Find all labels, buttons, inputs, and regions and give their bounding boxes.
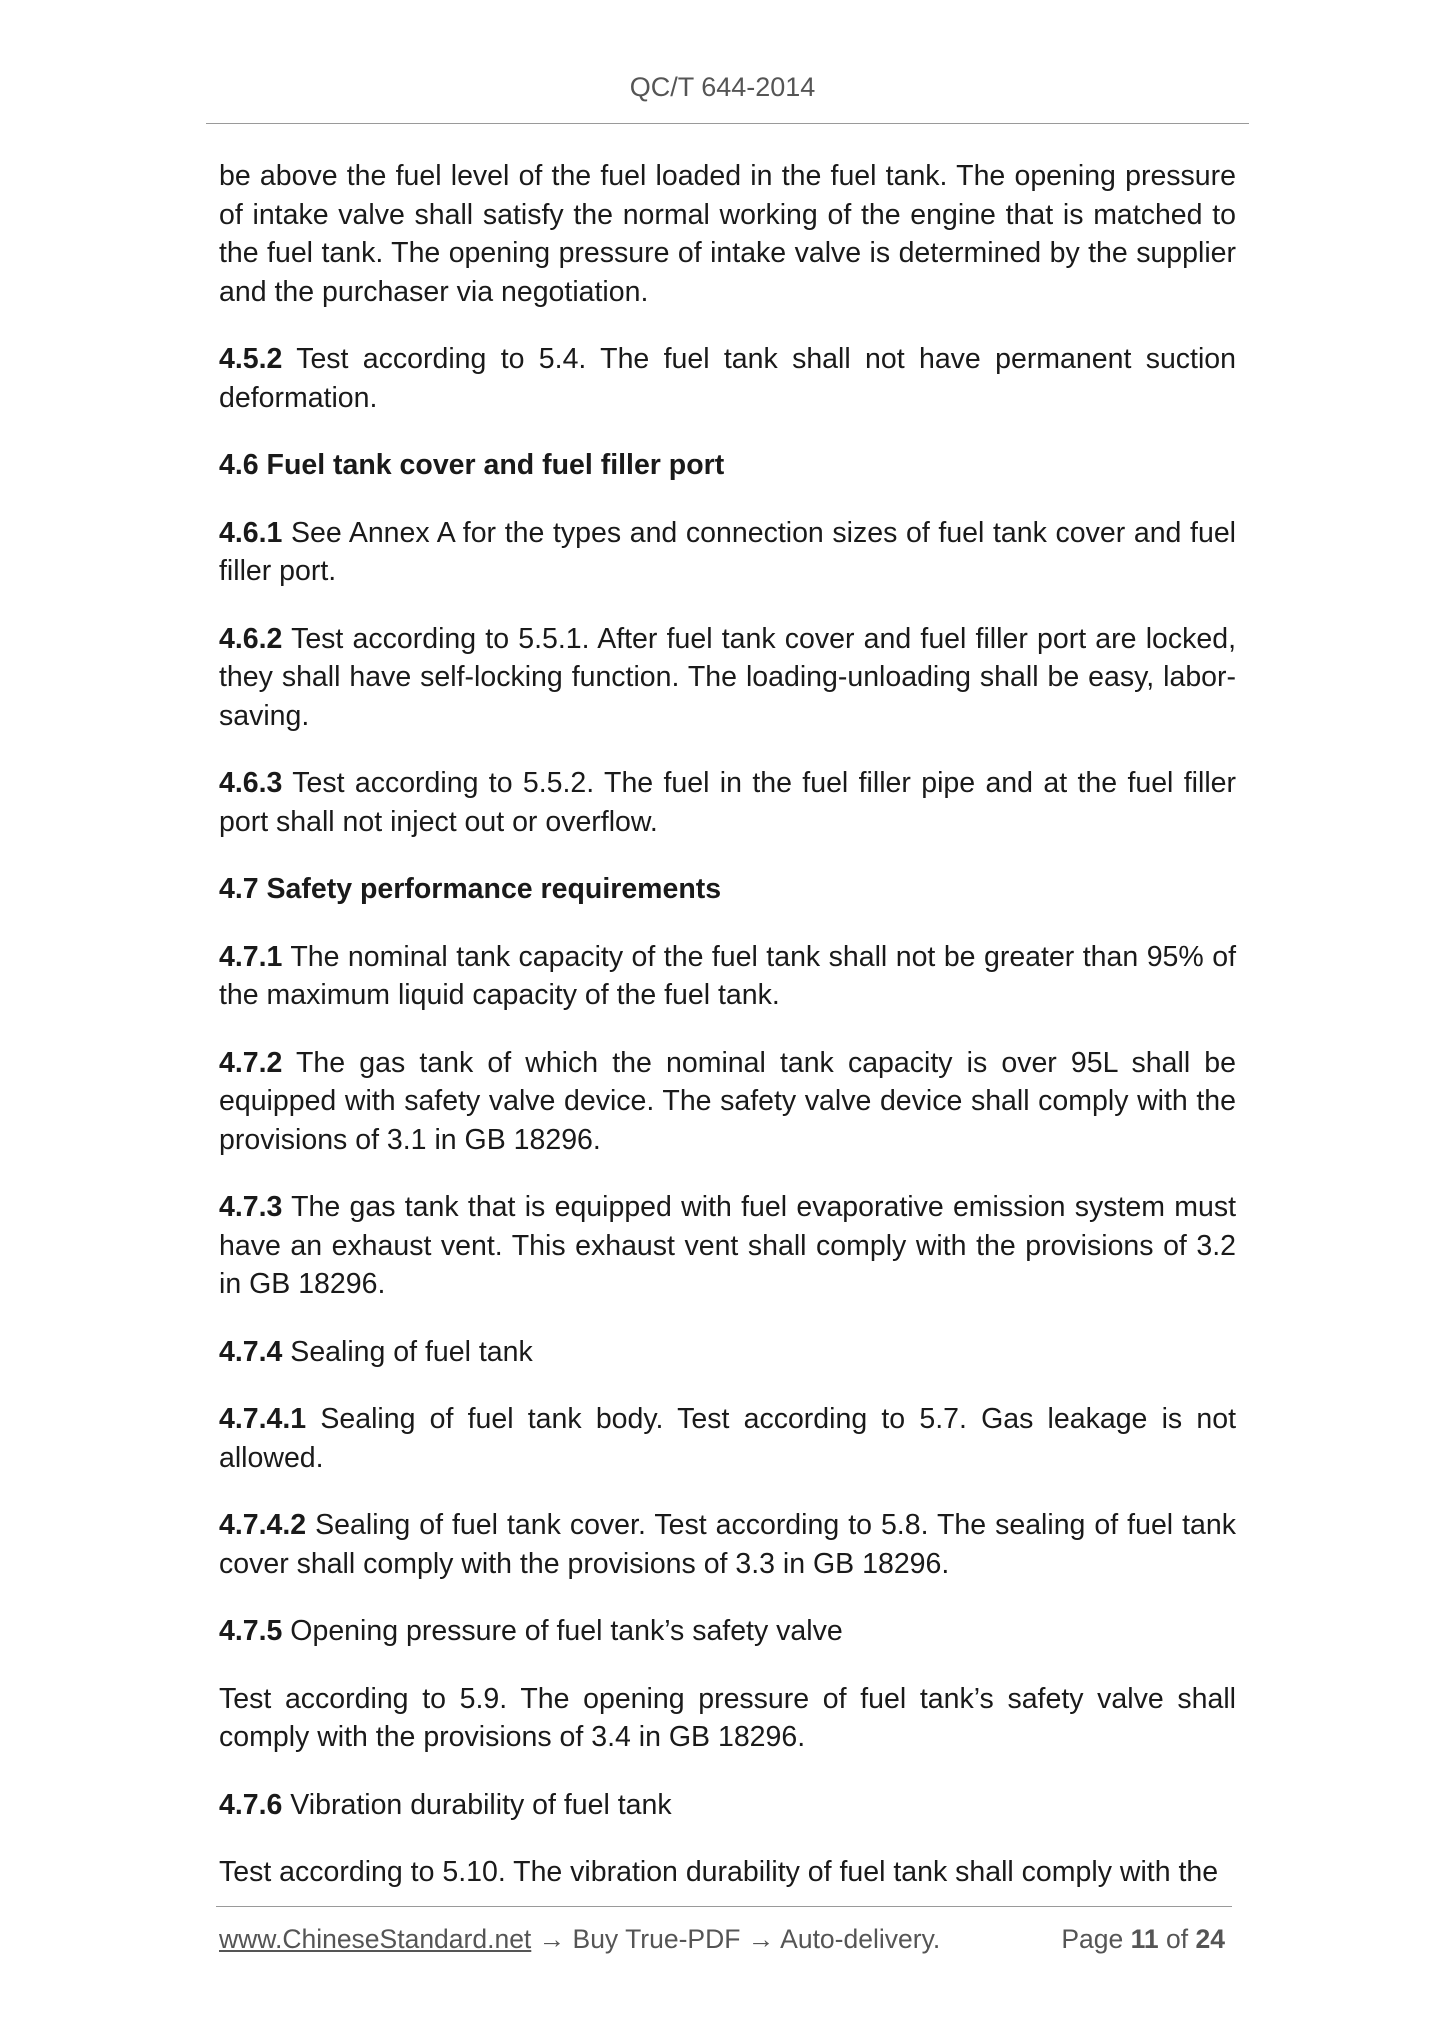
clause-4-7-3 — [219, 1188, 1236, 1304]
clause-number: 4.6.2 — [219, 622, 283, 655]
clause-text: Vibration durability of fuel tank — [282, 1788, 672, 1821]
page-footer — [219, 1924, 1231, 1964]
clause-4-5-2 — [219, 340, 1236, 417]
footer-divider — [216, 1906, 1232, 1907]
clause-text: The gas tank that is equipped with fuel evaporative emission system must have an exhaust vent. This exhaust vent shall comply with the provisions of 3.2 in GB 18296. — [219, 1191, 1236, 1300]
clause-number: 4.6.3 — [219, 767, 283, 799]
clause-text: Test according to 5.4. The fuel tank shall not have permanent suction deformation. — [219, 343, 1236, 414]
clause-text: Sealing of fuel tank — [282, 1335, 533, 1368]
clause-number: 4.7.6 — [219, 1788, 283, 1821]
clause-4-7-5 — [219, 1612, 1236, 1651]
clause-number: 4.7.4.2 — [219, 1509, 307, 1541]
clause-number: 4.6.1 — [219, 516, 283, 549]
clause-4-7-6 — [219, 1786, 1236, 1825]
of-word: of — [1166, 1924, 1189, 1954]
document-code-header: QC/T 644-2014 — [629, 72, 816, 102]
page-indicator — [1061, 1924, 1225, 1955]
clause-number: 4.7.2 — [219, 1046, 283, 1079]
website-link[interactable]: www.ChineseStandard.net — [219, 1924, 532, 1954]
clause-text: Test according to 5.5.1. After fuel tank cover and fuel filler port are locked, they shall have self-locking function. The loading-unloading shall be easy, labor-saving. — [219, 622, 1236, 732]
page-body — [219, 157, 1236, 1921]
paragraph-text: Test according to 5.10. The vibration durability of fuel tank shall comply with the — [219, 1856, 1219, 1888]
clause-text: See Annex A for the types and connection sizes of fuel tank cover and fuel filler port. — [219, 516, 1236, 587]
section-heading-4-7: 4.7 Safety performance requirements — [219, 873, 722, 905]
clause-text: The gas tank of which the nominal tank capacity is over 95L shall be equipped with safety valve device. The safety valve device shall comply with the provisions of 3.1 in GB 18296. — [219, 1046, 1236, 1156]
clause-4-7-4 — [219, 1333, 1236, 1372]
clause-4-6-1 — [219, 514, 1236, 591]
clause-text: Opening pressure of fuel tank’s safety valve — [282, 1615, 843, 1647]
footer-promo-text: → Buy True-PDF → Auto-delivery. — [531, 1924, 941, 1954]
clause-text: Sealing of fuel tank body. Test according to 5.7. Gas leakage is not allowed. — [219, 1403, 1236, 1474]
section-heading-4-6: 4.6 Fuel tank cover and fuel filler port — [219, 449, 725, 481]
footer-promo — [219, 1924, 940, 1955]
current-page-number: 11 — [1130, 1924, 1159, 1954]
clause-text: The nominal tank capacity of the fuel tank shall not be greater than 95% of the maximum liquid capacity of the fuel tank. — [219, 940, 1236, 1011]
clause-4-7-4-1 — [219, 1400, 1236, 1477]
clause-4-6-2 — [219, 620, 1236, 736]
paragraph-text: Test according to 5.9. The opening pressure of fuel tank’s safety valve shall comply with the provisions of 3.4 in GB 18296. — [219, 1682, 1236, 1753]
clause-4-7-4-2 — [219, 1506, 1236, 1583]
clause-number: 4.7.5 — [219, 1615, 283, 1647]
paragraph-text: be above the fuel level of the fuel loaded in the fuel tank. The opening pressure of intake valve shall satisfy the normal working of the engine that is matched to the fuel tank. The opening pressure of intake valve is determined by the supplier and the purchaser via negotiation. — [219, 160, 1236, 308]
paragraph-4-7-6-body — [219, 1853, 1236, 1892]
clause-number: 4.5.2 — [219, 343, 283, 375]
clause-4-7-2 — [219, 1044, 1236, 1160]
clause-4-6-3 — [219, 764, 1236, 841]
paragraph-4-7-5-body — [219, 1680, 1236, 1757]
clause-number: 4.7.1 — [219, 940, 283, 973]
paragraph-continuation — [219, 157, 1236, 311]
clause-4-7-1 — [219, 938, 1236, 1015]
clause-number: 4.7.4 — [219, 1335, 283, 1368]
header-divider — [206, 123, 1249, 124]
page-word: Page — [1061, 1924, 1124, 1954]
clause-text: Sealing of fuel tank cover. Test according to 5.8. The sealing of fuel tank cover shall comply with the provisions of 3.3 in GB 18296. — [219, 1509, 1236, 1580]
clause-number: 4.7.4.1 — [219, 1403, 307, 1435]
clause-text: Test according to 5.5.2. The fuel in the fuel filler pipe and at the fuel filler port shall not inject out or overflow. — [219, 767, 1236, 838]
clause-number: 4.7.3 — [219, 1191, 283, 1223]
total-page-count: 24 — [1195, 1924, 1225, 1954]
